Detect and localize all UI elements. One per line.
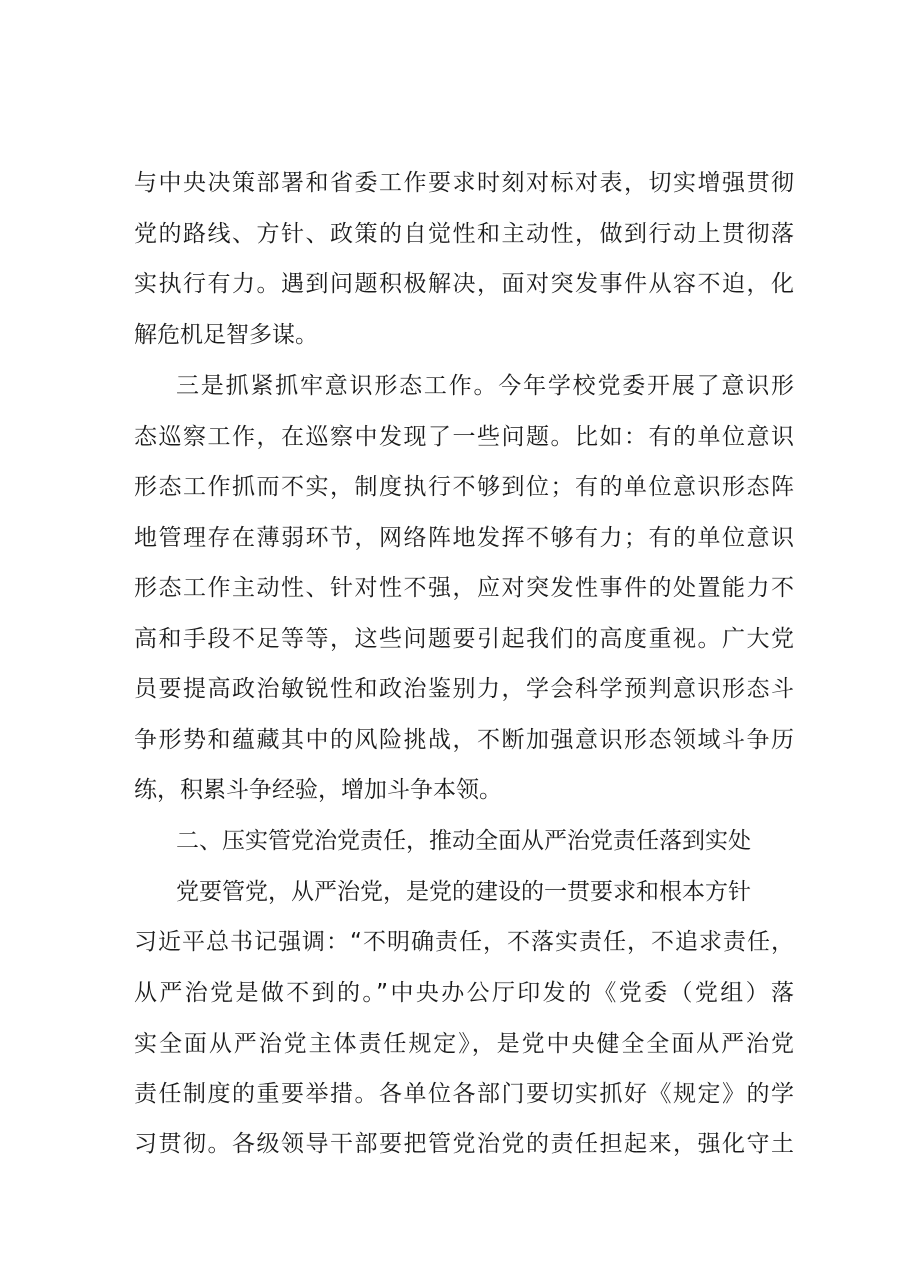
text-line: 从严治党是做不到的。”中央办公厅印发的《党委（党组）落 <box>134 980 794 1006</box>
text-line: 习贯彻。各级领导干部要把管党治党的责任担起来，强化守土 <box>134 1131 794 1157</box>
text-line: 党的路线、方针、政策的自觉性和主动性，做到行动上贯彻落 <box>134 221 794 247</box>
text-line: 练，积累斗争经验，增加斗争本领。 <box>134 777 502 803</box>
text-line: 习近平总书记强调：“不明确责任，不落实责任，不追求责任， <box>134 929 794 955</box>
text-line: 高和手段不足等等，这些问题要引起我们的高度重视。广大党 <box>134 626 794 652</box>
text-line: 形态工作主动性、针对性不强，应对突发性事件的处置能力不 <box>134 575 794 601</box>
text-line: 争形势和蕴藏其中的风险挑战，不断加强意识形态领域斗争历 <box>134 727 794 753</box>
text-line: 态巡察工作，在巡察中发现了一些问题。比如：有的单位意识 <box>134 424 794 450</box>
text-line: 责任制度的重要举措。各单位各部门要切实抓好《规定》的学 <box>134 1081 794 1107</box>
text-line: 解危机足智多谋。 <box>134 322 318 348</box>
section-heading: 二、压实管党治党责任，推动全面从严治党责任落到实处 <box>176 828 751 854</box>
text-line: 形态工作抓而不实，制度执行不够到位；有的单位意识形态阵 <box>134 474 794 500</box>
text-line: 员要提高政治敏锐性和政治鉴别力，学会科学预判意识形态斗 <box>134 676 794 702</box>
paragraph-first-line: 三是抓紧抓牢意识形态工作。今年学校党委开展了意识形 <box>176 373 794 399</box>
text-line: 地管理存在薄弱环节，网络阵地发挥不够有力；有的单位意识 <box>134 525 794 551</box>
text-line: 与中央决策部署和省委工作要求时刻对标对表，切实增强贯彻 <box>134 170 794 196</box>
text-line: 实全面从严治党主体责任规定》，是党中央健全全面从严治党 <box>134 1031 794 1057</box>
text-line: 实执行有力。遇到问题积极解决，面对突发事件从容不迫，化 <box>134 271 794 297</box>
paragraph-first-line: 党要管党，从严治党，是党的建设的一贯要求和根本方针 <box>176 879 751 905</box>
